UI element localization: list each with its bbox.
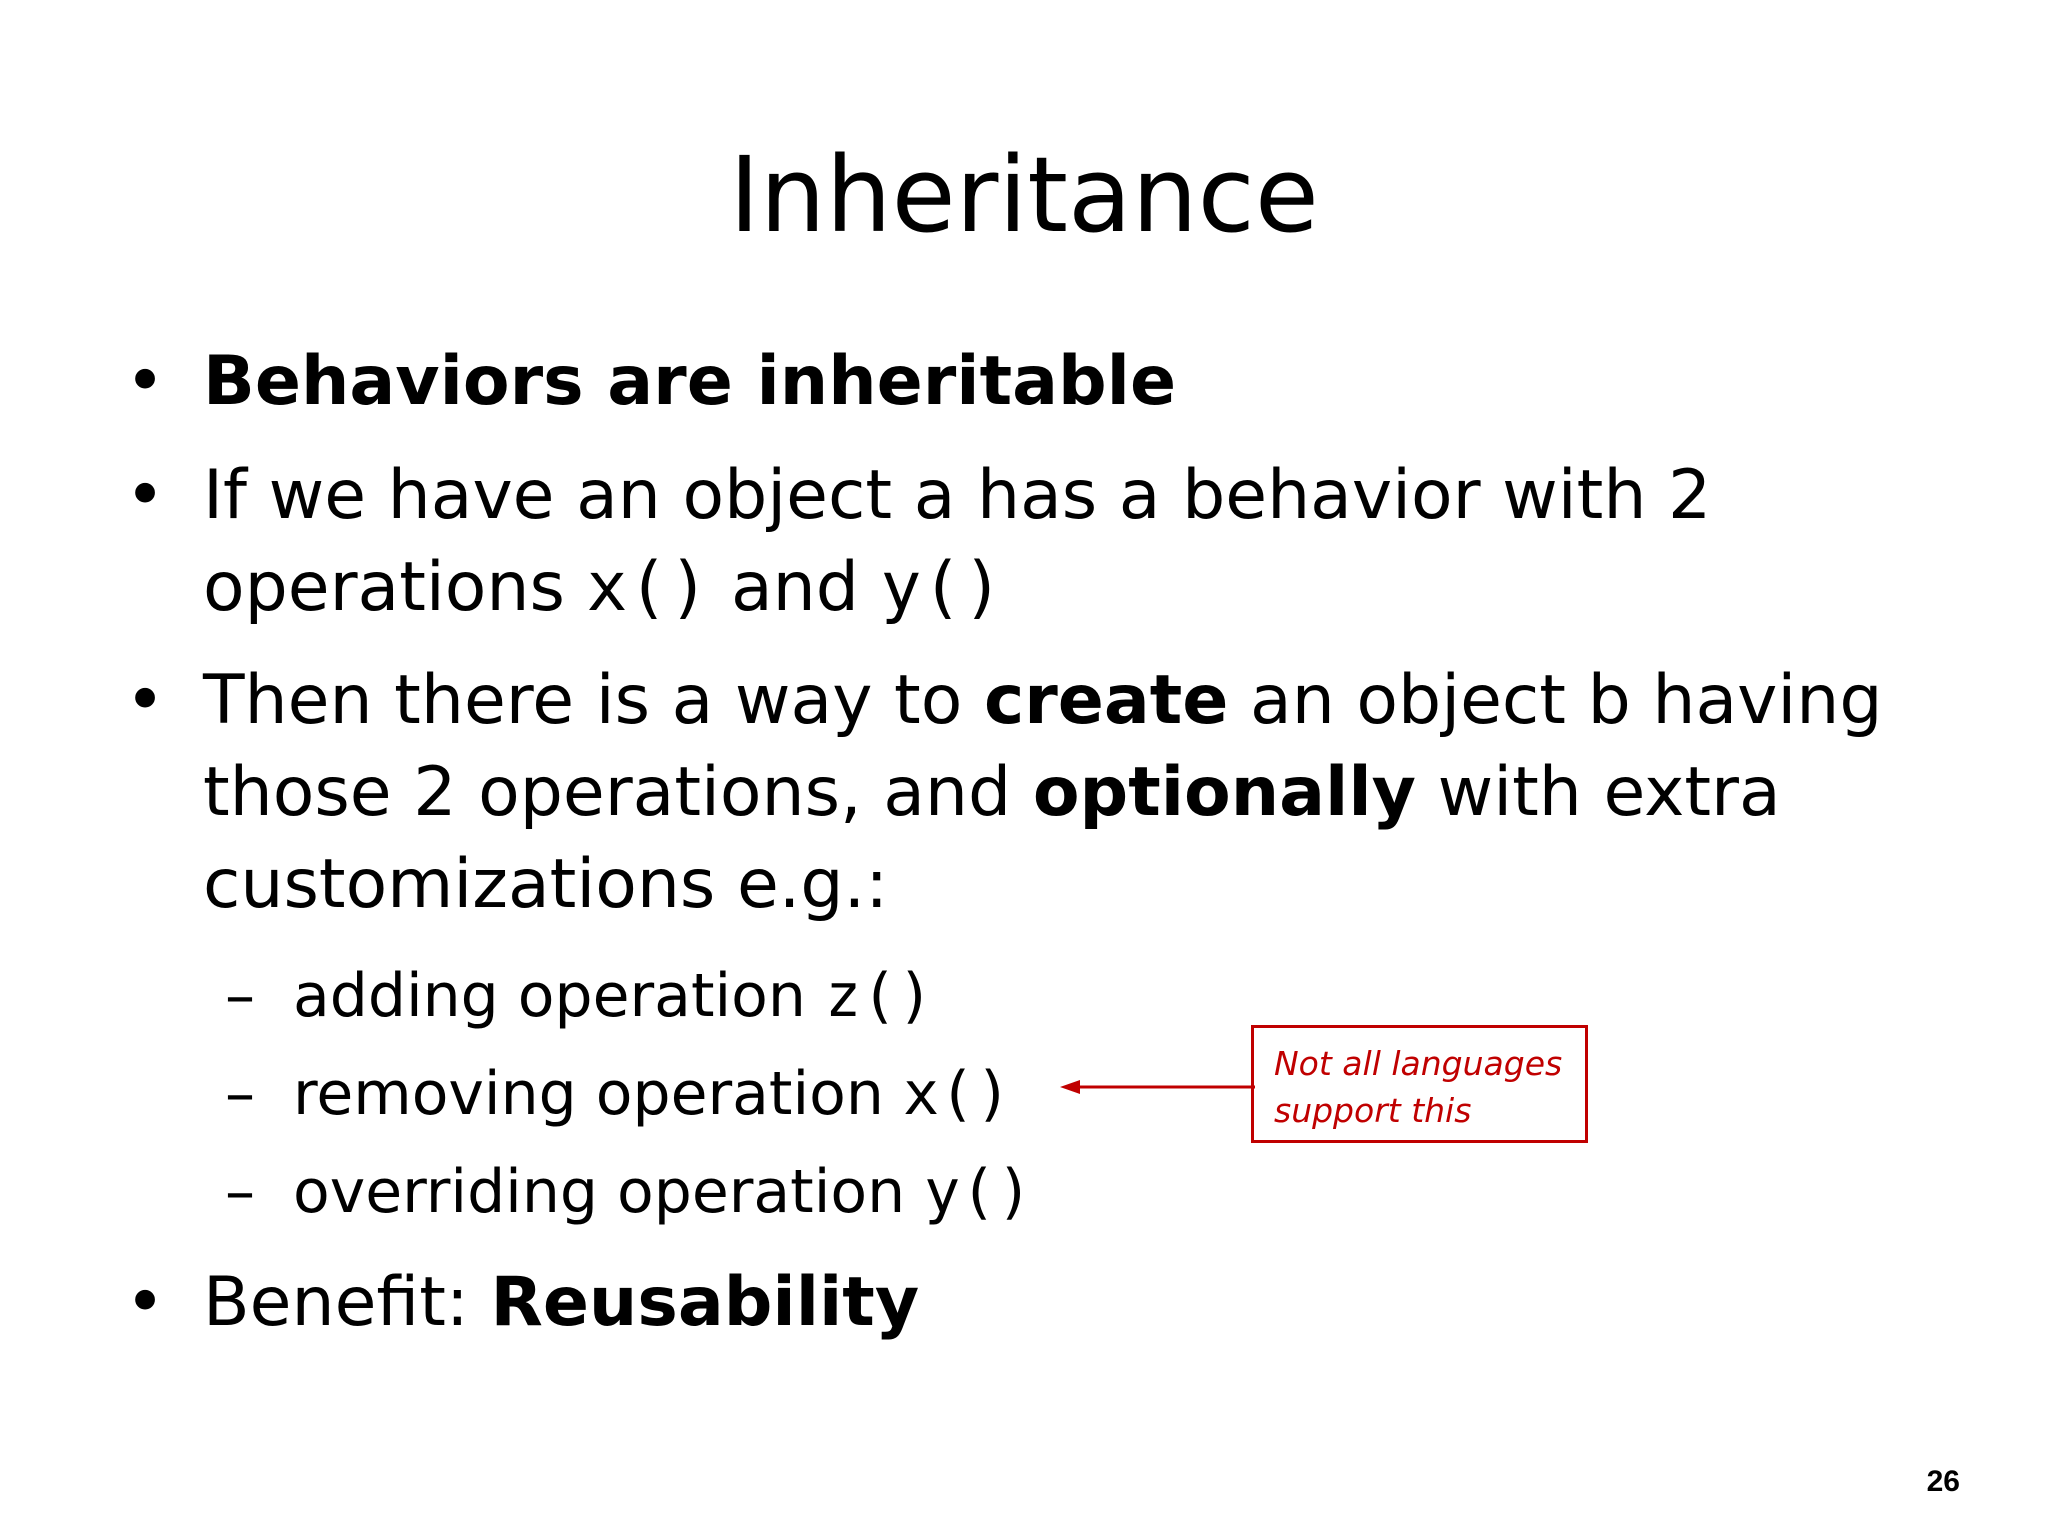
bullet-text: operations <box>203 548 587 627</box>
bullet-dot-icon: • <box>125 456 166 535</box>
bullet-text: an object b having <box>1228 661 1883 740</box>
bullet-line <box>203 655 1883 747</box>
dash-icon: – <box>225 1157 255 1227</box>
bullet-text: and <box>709 548 881 627</box>
bullet-text: with extra <box>1415 753 1781 832</box>
code-operation-x: x() <box>902 1059 1012 1129</box>
code-operation-x: x() <box>586 548 710 627</box>
bullet-line <box>203 747 1883 839</box>
bullet-text-bold: Behaviors are inheritable <box>203 342 1177 421</box>
dash-icon: – <box>225 961 255 1031</box>
bullet-dot-icon: • <box>125 342 166 421</box>
code-operation-y: y() <box>924 1157 1033 1227</box>
bullet-text: Then there is a way to <box>203 661 984 740</box>
bullet-text: If we have an object <box>203 456 914 535</box>
dash-icon: – <box>225 1059 255 1129</box>
sub-bullet-adding <box>225 948 934 1044</box>
bullet-text-bold: optionally <box>1032 753 1416 832</box>
bullet-dot-icon: • <box>125 661 166 740</box>
sub-bullet-text: adding operation <box>293 961 825 1031</box>
code-operation-z: z() <box>824 961 934 1031</box>
arrow-left-icon <box>1060 1072 1255 1102</box>
sub-bullet-removing <box>225 1046 1012 1142</box>
bullet-create-object-b <box>125 655 1883 931</box>
code-operation-y: y() <box>880 548 1004 627</box>
bullet-line <box>203 542 1711 634</box>
bullet-line <box>203 839 1883 931</box>
callout-line: support this <box>1274 1091 1472 1130</box>
sub-bullet-overriding <box>225 1144 1033 1240</box>
slide-title: Inheritance <box>729 134 1319 256</box>
bullet-text-bold: Reusability <box>490 1263 920 1342</box>
sub-bullet-text: overriding operation <box>293 1157 925 1227</box>
bullet-line <box>203 450 1711 542</box>
callout-note <box>1251 1025 1588 1143</box>
bullet-benefit <box>125 1257 920 1349</box>
bullet-text: customizations e.g.: <box>203 845 889 924</box>
bullet-text: has a behavior with 2 <box>955 456 1712 535</box>
bullet-dot-icon: • <box>125 1263 166 1342</box>
callout-line: Not all languages <box>1274 1044 1563 1083</box>
object-a-name: a <box>913 456 956 535</box>
bullet-text: Benefit: <box>203 1263 491 1342</box>
page-number: 26 <box>1926 1465 1960 1498</box>
bullet-text-bold: create <box>983 661 1229 740</box>
sub-bullet-text: removing operation <box>293 1059 903 1129</box>
bullet-object-a <box>125 450 1712 634</box>
bullet-behaviors-inheritable <box>125 336 1177 428</box>
bullet-text: those 2 operations, and <box>203 753 1033 832</box>
